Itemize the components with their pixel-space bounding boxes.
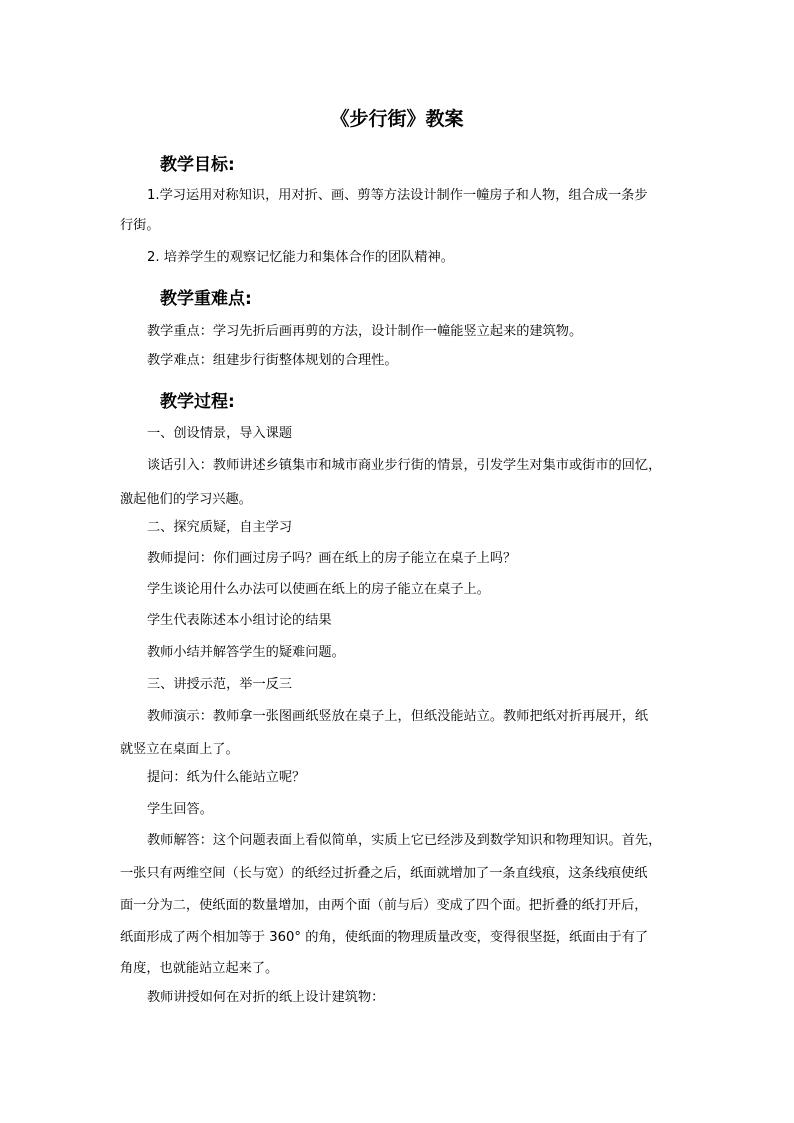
step2-discuss: 学生谈论用什么办法可以使画在纸上的房子能立在桌子上。	[147, 582, 490, 597]
step3-teach: 教师讲授如何在对折的纸上设计建筑物：	[147, 990, 385, 1005]
step1-title: 一、创设情景，导入课题	[147, 426, 293, 441]
step2-report: 学生代表陈述本小组讨论的结果	[147, 613, 332, 628]
step3-answer: 学生回答。	[147, 802, 213, 817]
step3-explain-line1: 教师解答：这个问题表面上看似简单，实质上它已经涉及到数学知识和物理知识。首先，	[147, 833, 662, 848]
key-point: 教学重点：学习先折后画再剪的方法，设计制作一幢能竖立起来的建筑物。	[147, 324, 583, 339]
step3-question: 提问：纸为什么能站立呢？	[147, 770, 306, 785]
step3-demo-line2: 就竖立在桌面上了。	[120, 742, 239, 757]
document-title: 《步行街》教案	[330, 108, 464, 130]
key-heading: 教学重难点:	[160, 289, 252, 309]
goal-1-line1: 1.学习运用对称知识，用对折、画、剪等方法设计制作一幢房子和人物，组合成一条步	[147, 188, 648, 203]
step2-summary: 教师小结并解答学生的疑难问题。	[147, 645, 345, 660]
step3-title: 三、讲授示范，举一反三	[147, 677, 293, 692]
goal-1-line2: 行街。	[120, 218, 160, 233]
step1-line2: 激起他们的学习兴趣。	[120, 492, 252, 507]
step2-title: 二、探究质疑，自主学习	[147, 520, 293, 535]
step3-explain-line4: 纸面形成了两个相加等于 360° 的角，使纸面的物理质量改变，变得很坚挺，纸面由于有了	[120, 930, 649, 945]
step3-demo-line1: 教师演示：教师拿一张图画纸竖放在桌子上，但纸没能站立。教师把纸对折再展开，纸	[147, 709, 649, 724]
step3-explain-line5: 角度，也就能站立起来了。	[120, 961, 279, 976]
step1-line1: 谈话引入：教师讲述乡镇集市和城市商业步行街的情景，引发学生对集市或街市的回忆，	[147, 458, 662, 473]
process-heading: 教学过程:	[160, 392, 235, 412]
step3-explain-line3: 面一分为二，使纸面的数量增加，由两个面（前与后）变成了四个面。把折叠的纸打开后，	[120, 898, 648, 913]
goals-heading: 教学目标:	[160, 155, 235, 175]
step3-explain-line2: 一张只有两维空间（长与宽）的纸经过折叠之后，纸面就增加了一条直线痕，这条线痕使纸	[120, 866, 648, 881]
difficult-point: 教学难点：组建步行街整体规划的合理性。	[147, 353, 398, 368]
goal-2: 2. 培养学生的观察记忆能力和集体合作的团队精神。	[147, 250, 454, 265]
step2-question: 教师提问：你们画过房子吗？画在纸上的房子能立在桌子上吗？	[147, 551, 517, 566]
